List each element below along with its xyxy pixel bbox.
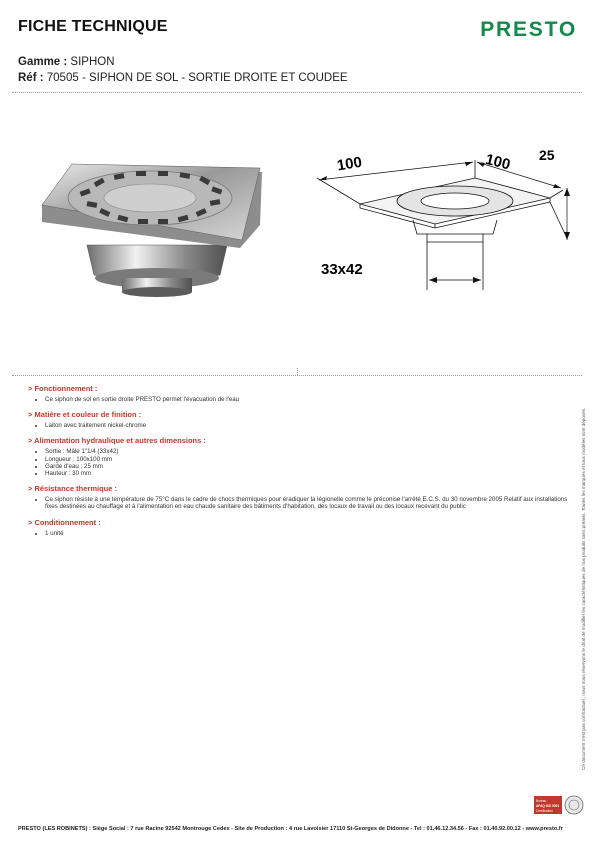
list-item: • Garde d'eau : 25 mm [45,463,568,470]
section-title: > Fonctionnement : [28,384,98,393]
list-item: • 1 unité [45,530,568,537]
dim-height-label: 25 [539,147,555,163]
cert-line1: Bureau [536,799,547,803]
gamme-value: SIPHON [70,56,115,68]
list-item: • Laiton avec traitement nickel-chrome [45,422,568,429]
section-title: > Résistance thermique : [28,484,117,494]
section-alimentation [28,436,568,477]
section-title: > Matière et couleur de finition : [28,410,142,420]
section-resistance [28,484,568,510]
top-divider [12,92,582,93]
section-matiere [28,410,568,429]
gamme-line [18,56,115,68]
list-item: • Sortie : Mâle 1"1/4 (33x42) [45,448,568,455]
legal-sidenote: Ce document n'est pas contractuel ; nous nous réservons le droit de modifier les caractéristiques de nos produits sans préavis. Toutes les marques et tous modèles sont déposés. [581,407,586,770]
gamme-label: Gamme : [18,56,68,68]
list-item: • Hauteur : 30 mm [45,470,568,477]
ref-line [18,72,348,84]
mid-divider [12,375,582,376]
certification-logo [534,794,584,816]
ref-label: Réf : [18,72,44,84]
section-title: > Alimentation hydraulique et autres dimensions : [28,436,206,446]
spec-sections [28,384,568,544]
dim-depth-label: 100 [483,150,512,174]
section-conditionnement [28,518,568,537]
footer-address: PRESTO (LES ROBINETS) : Siège Social : 7 rue Racine 92542 Montrouge Cedex - Site de Production : 4 rue Lavoisier 17110 St-Georges de Didonne - Tel : 01.46.12.34.56 - Fax : 01.40.92.00.12 - www.presto.fr [18,826,563,832]
ref-value: 70505 - SIPHON DE SOL - SORTIE DROITE ET COUDEE [46,72,348,84]
list-item: • Ce siphon résiste à une température de 75°C dans le cadre de chocs thermiques pour éradiquer la légionelle comme le préconise l'arrêté E.C.S. du 30 novembre 2005 Relatif aux installations fixes destinées au chauffage et à l'alimentation en eau chaude sanitaire des bâtiments d'habitation, des locaux de travail ou des locaux recevant du public [45,496,568,510]
page-title: FICHE TECHNIQUE [18,18,168,35]
list-item: • Longueur : 100x100 mm [45,456,568,463]
cert-line2: AFAQ ISO 9001 [536,804,560,808]
section-fonctionnement [28,384,568,403]
technical-drawing [305,140,580,300]
cert-line3: Certification [536,809,553,813]
presto-logo: PRESTO [480,18,577,41]
dim-width-label: 100 [335,153,364,175]
section-title: > Conditionnement : [28,517,101,527]
product-photo [32,150,262,300]
list-item: • Ce siphon de sol en sortie droite PRESTO permet l'évacuation de l'eau [45,396,568,403]
center-tick [297,368,298,375]
dim-outlet-label: 33x42 [321,261,363,278]
